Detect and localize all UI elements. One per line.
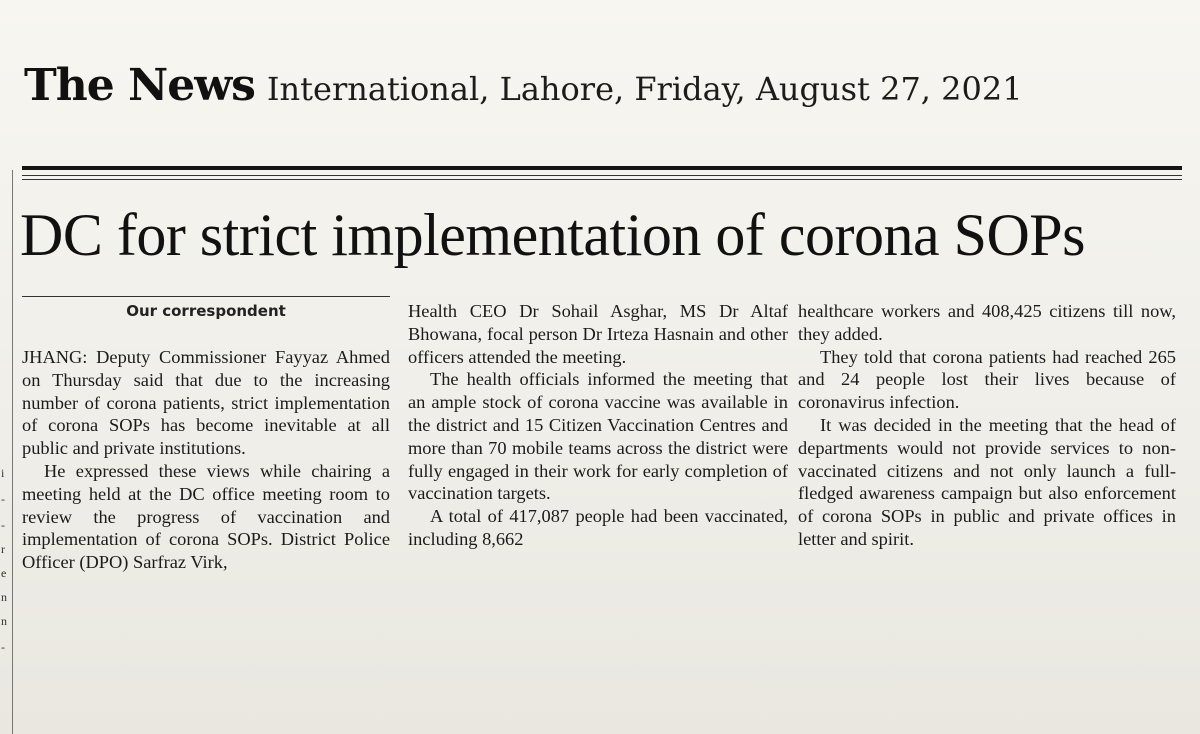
article-paragraph: healthcare workers and 408,425 citizens till now, they added.	[798, 301, 1176, 344]
margin-fragment: -	[1, 492, 5, 506]
article-dateline: JHANG:	[22, 347, 88, 367]
byline-rule	[22, 296, 390, 297]
article-paragraph: Health CEO Dr Sohail Asghar, MS Dr Altaf Bhowana, focal person Dr Irteza Hasnain and other officers attended the meeting.	[408, 301, 788, 367]
margin-fragment: -	[1, 518, 5, 532]
article-column-3	[798, 300, 1176, 551]
margin-fragment: e	[1, 566, 7, 580]
article-column-2	[408, 300, 788, 551]
article-byline: Our correspondent	[126, 302, 286, 320]
adjacent-column-fragment	[0, 170, 13, 734]
margin-fragment: n	[1, 614, 7, 628]
newspaper-brand: The News	[24, 60, 255, 111]
article-paragraph: He expressed these views while chairing a meeting held at the DC office meeting room to review the progress of vaccination and implementation of corona SOPs. District Police Officer (DPO) Sarfraz Virk,	[22, 460, 390, 573]
article-paragraph	[22, 346, 390, 460]
margin-fragment: -	[1, 640, 5, 654]
article-paragraph: The health officials informed the meeting that an ample stock of corona vaccine was available in the district and 15 Citizen Vaccination Centres and more than 70 mobile teams across the district were fully engaged in their work for early completion of vaccination targets.	[408, 369, 788, 504]
article-paragraph: They told that corona patients had reached 265 and 24 people lost their lives because of coronavirus infection.	[798, 346, 1176, 413]
masthead-rule-thin-2	[22, 179, 1182, 180]
article-paragraph: It was decided in the meeting that the head of departments would not provide services to non-vaccinated citizens and not only launch a full-fledged awareness campaign but also enforcement of corona SOPs in public and private offices in letter and spirit.	[798, 414, 1176, 549]
masthead-rule-thin	[22, 175, 1182, 176]
article-paragraph: A total of 417,087 people had been vaccinated, including 8,662	[408, 506, 788, 549]
masthead-dateline: International, Lahore, Friday, August 27, 2021	[266, 70, 1023, 108]
masthead	[24, 60, 1023, 120]
article-column-1	[22, 346, 390, 574]
article-headline: DC for strict implementation of corona SOPs	[20, 202, 1086, 268]
margin-fragment: n	[1, 590, 7, 604]
masthead-rule-thick	[22, 166, 1182, 170]
margin-fragment: i	[1, 466, 5, 480]
article-text: Deputy Commissioner Fayyaz Ahmed on Thursday said that due to the increasing number of corona patients, strict implementation of corona SOPs has become inevitable at all public and private institutions.	[22, 347, 390, 459]
margin-fragment: r	[1, 542, 5, 556]
